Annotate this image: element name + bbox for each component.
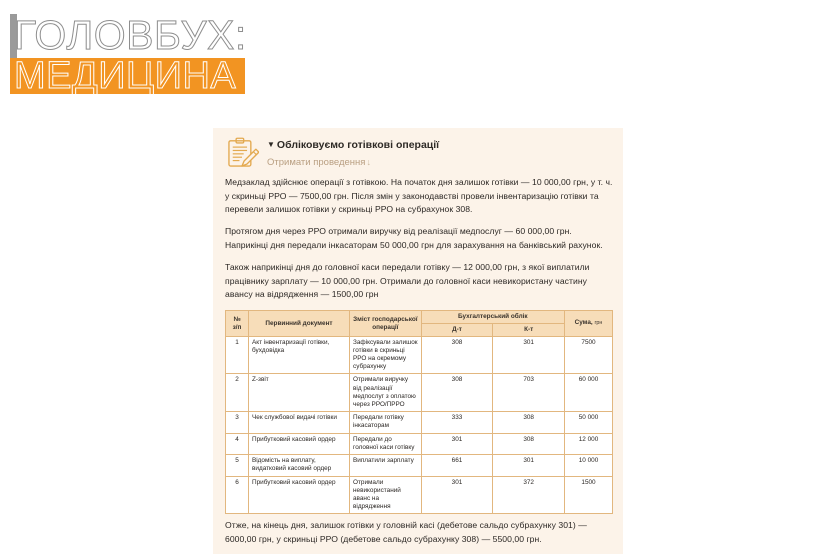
cell-credit: 301	[493, 336, 565, 374]
clipboard-pencil-icon	[225, 137, 259, 169]
logo-title-primary: ГОЛОВБУХ:	[14, 12, 247, 58]
cell-content: Отримали невикористаний аванс на відрядження	[350, 476, 422, 514]
cell-content: Отримали виручку від реалізації медпослуг з оплатою через РРО/ПРРО	[350, 374, 422, 412]
cell-debit: 661	[421, 455, 493, 476]
get-entries-label: Отримати проведення	[267, 157, 366, 169]
table-row	[226, 336, 613, 374]
col-header-debit: Д-т	[421, 324, 493, 337]
cell-debit: 308	[421, 336, 493, 374]
col-header-number	[226, 311, 249, 336]
table-row	[226, 455, 613, 476]
cell-number: 6	[226, 476, 249, 514]
cell-document: Z-звіт	[249, 374, 350, 412]
logo-title-secondary: МЕДИЦИНА	[14, 55, 237, 97]
table-row	[226, 476, 613, 514]
paragraph-1: Медзаклад здійснює операції з готівкою. На початок дня залишок готівки — 10 000,00 грн, у т. ч. у скриньці РРО — 7500,00 грн. Після змін у законодавстві провели інвентаризацію готівки та перевели залишок готівки у скриньці РРО на субрахунок 308.	[225, 177, 613, 215]
cell-sum: 7500	[565, 336, 613, 374]
card-title-row[interactable]	[267, 138, 613, 152]
cell-debit: 308	[421, 374, 493, 412]
masthead-logo	[0, 8, 260, 96]
chevron-down-icon: ▼	[267, 140, 275, 150]
cell-content: Виплатили зарплату	[350, 455, 422, 476]
cell-debit: 333	[421, 412, 493, 433]
cell-number: 4	[226, 433, 249, 454]
cell-debit: 301	[421, 433, 493, 454]
cell-document: Акт інвентаризації готівки, бухдовідка	[249, 336, 350, 374]
col-header-sum	[565, 311, 613, 336]
cell-sum: 50 000	[565, 412, 613, 433]
col-header-document: Первинний документ	[249, 311, 350, 336]
cell-credit: 301	[493, 455, 565, 476]
cell-sum: 10 000	[565, 455, 613, 476]
cell-number: 2	[226, 374, 249, 412]
paragraph-2: Протягом дня через РРО отримали виручку від реалізації медпослуг — 60 000,00 грн. Наприкінці дня передали інкасаторам 50 000,00 грн для зарахування на банківський рахунок.	[225, 226, 603, 250]
col-header-sum-unit: грн	[594, 320, 603, 327]
cell-content: Зафіксували залишок готівки в скриньці РРО на окремому субрахунку	[350, 336, 422, 374]
cell-document: Чек службової видачі готівки	[249, 412, 350, 433]
accounting-example-card	[213, 128, 623, 554]
table-header	[226, 311, 613, 336]
cell-number: 5	[226, 455, 249, 476]
cell-content: Передали готівку інкасаторам	[350, 412, 422, 433]
table-row	[226, 433, 613, 454]
get-entries-link[interactable]	[267, 155, 613, 170]
col-header-number-line1: №	[233, 315, 241, 323]
cell-credit: 308	[493, 412, 565, 433]
card-header	[225, 136, 613, 170]
cell-number: 3	[226, 412, 249, 433]
cell-content: Передали до головної каси готівку	[350, 433, 422, 454]
cell-sum: 12 000	[565, 433, 613, 454]
paragraph-3: Також наприкінці дня до головної каси передали готівку — 12 000,00 грн, з якої виплатили працівнику зарплату — 10 000,00 грн. Отримали до головної каси невикористану частину авансу на відрядження — 1500,00 грн	[225, 262, 590, 300]
col-header-sum-label: Сума,	[574, 319, 593, 327]
table-row	[226, 374, 613, 412]
table-header-row-1	[226, 311, 613, 324]
cell-sum: 60 000	[565, 374, 613, 412]
cell-sum: 1500	[565, 476, 613, 514]
conclusion-paragraph: Отже, на кінець дня, залишок готівки у головній касі (дебетове сальдо субрахунку 301) — 6000,00 грн, у скриньці РРО (дебетове сальдо субрахунку 308) — 5500,00 грн.	[225, 520, 587, 544]
cell-number: 1	[226, 336, 249, 374]
cell-credit: 703	[493, 374, 565, 412]
col-header-credit: К-т	[493, 324, 565, 337]
intro-paragraphs	[225, 176, 613, 301]
accounting-entries-table	[225, 310, 613, 514]
cell-debit: 301	[421, 476, 493, 514]
cell-credit: 372	[493, 476, 565, 514]
page-title: Обліковуємо готівкові операції	[276, 139, 440, 151]
table-row	[226, 412, 613, 433]
col-header-number-line2: з/п	[232, 323, 242, 331]
card-header-texts	[267, 136, 613, 170]
cell-credit: 308	[493, 433, 565, 454]
arrow-down-icon: ↓	[366, 157, 371, 168]
cell-document: Прибутковий касовий ордер	[249, 433, 350, 454]
col-header-content: Зміст господарської операції	[350, 311, 422, 336]
cell-document: Прибутковий касовий ордер	[249, 476, 350, 514]
col-header-accounting: Бухгалтерський облік	[421, 311, 564, 324]
cell-document: Відомість на виплату, видатковий касовий ордер	[249, 455, 350, 476]
